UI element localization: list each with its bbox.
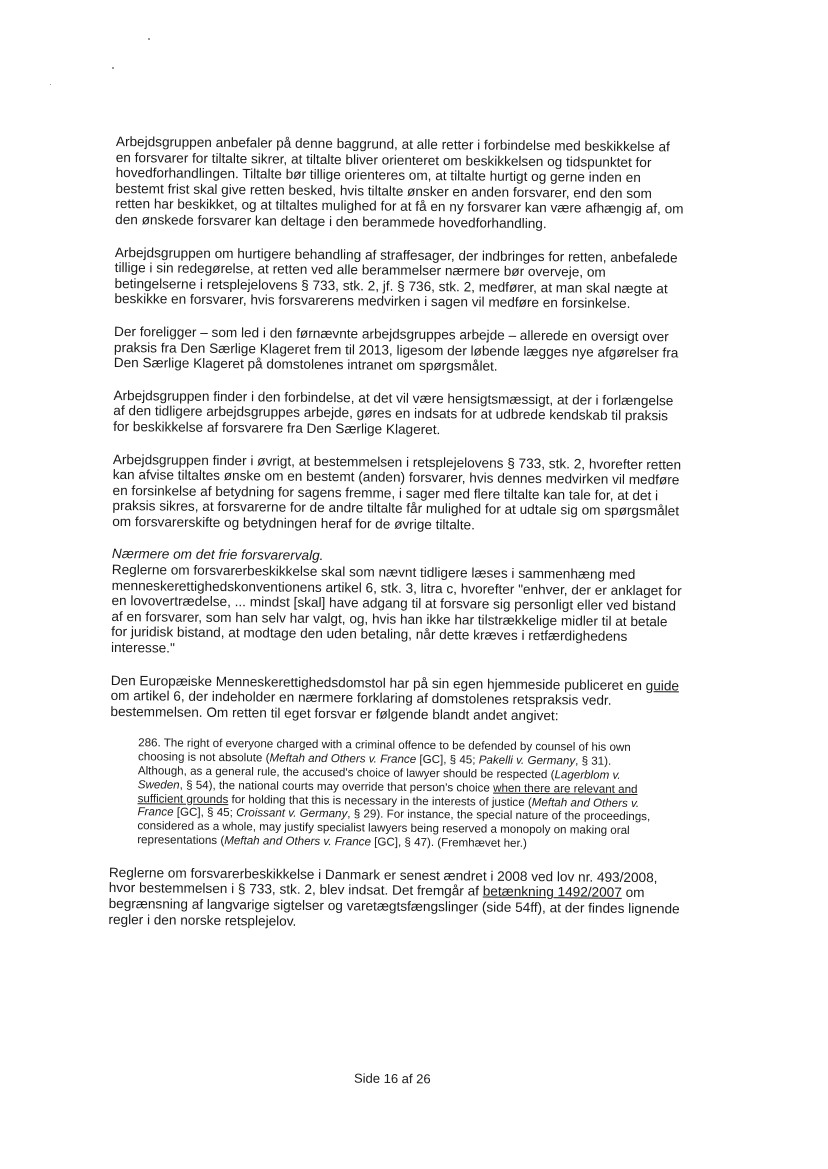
- underlined-phrase: when there are relevant and sufficient grounds: [137, 781, 638, 806]
- document-body: [108, 134, 688, 950]
- paragraph: [108, 865, 681, 933]
- paragraph: Arbejdsgruppen anbefaler på denne baggrund, at alle retter i forbindelse med beskikkelse af en forsvarer for tiltalte sikrer, at tiltalte bliver orienteret om beskikkelsen og tidspunktet for hovedforhandlingen. Tiltalte bør tillige orienteres om, at tiltalte hurtigt og gerne inden en bestemt frist skal give retten besked, hvis tiltalte ønsker en anden forsvarer, end den som retten har beskikket, og at tiltaltes mulighed for at få en ny forsvarer kan være afhængig af, om den ønskede forsvarer kan deltage i den berammede hovedforhandling.: [115, 134, 684, 232]
- paragraph-text: om begrænsning af langvarige sigtelser og varetægtsfængslinger (side 54ff), at der findes lignende regler i den norske retsplejelov.: [108, 885, 680, 929]
- quote-text: for holding that this is necessary in the interests of justice (: [228, 792, 532, 809]
- scan-speck: [148, 38, 150, 40]
- case-name: Meftah and Others v. France: [269, 751, 417, 767]
- betaenkning-link[interactable]: betænkning 1492/2007: [482, 883, 622, 901]
- paragraph-text: Den Europæiske Menneskerettighedsdomstol har på sin egen hjemmeside publiceret en: [110, 672, 646, 693]
- scan-speck: [112, 67, 114, 69]
- page-number: Side 16 af 26: [353, 1070, 431, 1087]
- scan-speck: [50, 84, 51, 85]
- section-heading: Nærmere om det frie forsvarervalg.: [111, 546, 324, 564]
- quote-text: , § 31). Although, as a general rule, the accused's choice of lawyer should be respected (: [137, 754, 612, 782]
- guide-link[interactable]: guide: [645, 677, 680, 694]
- case-name: Pakelli v. Germany: [478, 753, 576, 768]
- quote-text: , § 29). For instance, the special nature of the proceedings, considered as a whole, may justify specialist lawyers being reserved a monopoly on making oral representations (: [137, 807, 651, 848]
- case-name: Meftah and Others v. France: [137, 795, 640, 819]
- quote-text: [GC], § 45;: [416, 753, 479, 767]
- block-quote: [137, 737, 658, 852]
- paragraph: Reglerne om forsvarerbeskikkelse skal som nævnt tidligere læses i sammenhæng med menneskerettighedskonventionens artikel 6, stk. 3, litra c, hvorefter "enhver, der er anklaget for en lovovertrædelse, ... mindst [skal] have adgang til at forsvare sig personligt eller ved bistand af en forsvarer, som han selv har valgt, og, hvis han ikke har tilstrækkelige midler til at betale for juridisk bistand, at modtage den uden betaling, når dette kræves i retfærdighedens interesse.": [110, 562, 682, 656]
- quote-text: [GC], § 47). (Fremhævet her.): [370, 835, 527, 850]
- paragraph-text: Reglerne om forsvarerbeskikkelse i Danmark er senest ændret i 2008 ved lov nr. 493/2008, hvor bestemmelsen i § 733, stk. 2, blev indsat. Det fremgår af: [108, 864, 658, 899]
- quote-text: 286. The right of everyone charged with a criminal offence to be defended by counsel of his own choosing is not absolute (: [137, 736, 631, 765]
- paragraph: [110, 673, 682, 725]
- case-name: Meftah and Others v. France: [224, 834, 371, 849]
- paragraph: Arbejdsgruppen om hurtigere behandling af straffesager, der indbringes for retten, anbefalede tillige i sin redegørelse, at retten ved alle berammelser nærmere bør overveje, om betingelserne i retsplejelovens § 733, stk. 2, jf. § 736, stk. 2, medfører, at man skal nægte at beskikke en forsvarer, hvis forsvarerens medvirken i sagen vil medføre en forsinkelse.: [114, 244, 678, 312]
- quote-text: [GC], § 45;: [173, 805, 237, 820]
- paragraph: Arbejdsgruppen finder i den forbindelse, at det vil være hensigtsmæssigt, at der i forlængelse af den tidligere arbejdsgruppes arbejde, gøres en indsats for at udbrede kendskab til praksis for beskikkelse af forsvarere fra Den Særlige Klageret.: [113, 387, 674, 438]
- paragraph: Arbejdsgruppen finder i øvrigt, at bestemmelsen i retsplejelovens § 733, stk. 2, hvorefter retten kan afvise tiltaltes ønske om en bestemt (anden) forsvarer, hvis dennes medvirken vil medføre en forsinkelse af betydning for sagens fremme, i sager med flere tiltalte kan tale for, at det i praksis sikres, at forsvarerne for de andre tiltalte får mulighed for at udtale sig om spørgsmålet om forsvarerskifte og betydningen heraf for de øvrige tiltalte.: [112, 451, 682, 533]
- quote-text: , § 54), the national courts may override that person's choice: [179, 778, 494, 795]
- case-name: Croissant v. Germany: [236, 806, 348, 821]
- paragraph-text: om artikel 6, der indeholder en nærmere forklaring af domstolenes retspraksis vedr. bestemmelsen. Om retten til eget forsvar er følgende blandt andet angivet:: [110, 688, 612, 724]
- paragraph: Der foreligger – som led i den førnævnte arbejdsgruppes arbejde – allerede en oversigt over praksis fra Den Særlige Klageret frem til 2013, ligesom der løbende lægges nye afgørelser fra Den Særlige Klageret på domstolenes intranet om spørgsmålet.: [113, 323, 679, 374]
- case-name: Lagerblom v. Sweden: [137, 768, 621, 792]
